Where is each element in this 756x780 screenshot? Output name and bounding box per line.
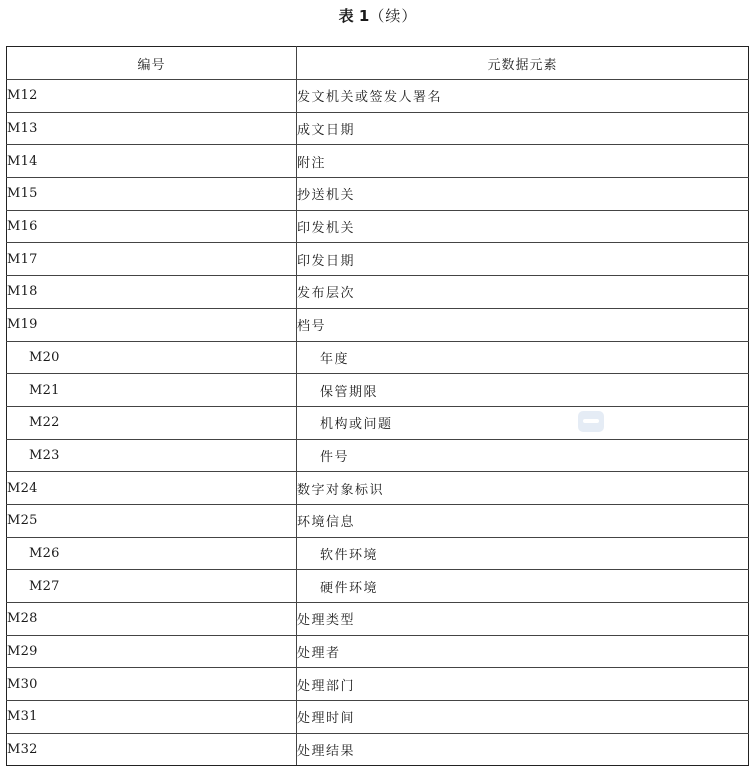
cell-element: 处理时间 xyxy=(297,701,749,734)
cell-id: M18 xyxy=(7,276,297,309)
metadata-table xyxy=(6,46,749,766)
table-row xyxy=(7,733,749,766)
cell-id: M16 xyxy=(7,210,297,243)
cell-id: M28 xyxy=(7,603,297,636)
cell-id: M20 xyxy=(7,341,297,374)
cell-element: 保管期限 xyxy=(297,374,749,407)
cell-id: M13 xyxy=(7,112,297,145)
table-row xyxy=(7,276,749,309)
cell-id: M17 xyxy=(7,243,297,276)
cell-element: 环境信息 xyxy=(297,504,749,537)
cell-element: 印发日期 xyxy=(297,243,749,276)
table-row xyxy=(7,668,749,701)
cell-id: M30 xyxy=(7,668,297,701)
table-row xyxy=(7,374,749,407)
column-header-element: 元数据元素 xyxy=(297,47,749,80)
table-row xyxy=(7,504,749,537)
cell-element: 数字对象标识 xyxy=(297,472,749,505)
table-row xyxy=(7,308,749,341)
cell-element: 印发机关 xyxy=(297,210,749,243)
table-row xyxy=(7,701,749,734)
table-row xyxy=(7,570,749,603)
watermark-logo xyxy=(578,411,604,432)
cell-id: M21 xyxy=(7,374,297,407)
cell-id: M24 xyxy=(7,472,297,505)
cell-id: M27 xyxy=(7,570,297,603)
table-row xyxy=(7,243,749,276)
table-row xyxy=(7,80,749,113)
table-row xyxy=(7,112,749,145)
table-caption-continued: （续） xyxy=(369,7,418,25)
table-header-row xyxy=(7,47,749,80)
table-row xyxy=(7,406,749,439)
cell-id: M19 xyxy=(7,308,297,341)
cell-element: 成文日期 xyxy=(297,112,749,145)
table-row xyxy=(7,178,749,211)
cell-id: M29 xyxy=(7,635,297,668)
cell-id: M26 xyxy=(7,537,297,570)
cell-id: M32 xyxy=(7,733,297,766)
cell-id: M12 xyxy=(7,80,297,113)
cell-element: 发布层次 xyxy=(297,276,749,309)
table-row xyxy=(7,210,749,243)
table-row xyxy=(7,472,749,505)
cell-element: 附注 xyxy=(297,145,749,178)
cell-element: 抄送机关 xyxy=(297,178,749,211)
cell-id: M23 xyxy=(7,439,297,472)
cell-element: 软件环境 xyxy=(297,537,749,570)
cell-id: M22 xyxy=(7,406,297,439)
cell-id: M31 xyxy=(7,701,297,734)
table-caption xyxy=(0,6,756,26)
table-row xyxy=(7,145,749,178)
table-row xyxy=(7,537,749,570)
cell-element: 处理者 xyxy=(297,635,749,668)
cell-element: 发文机关或签发人署名 xyxy=(297,80,749,113)
cell-id: M25 xyxy=(7,504,297,537)
table-caption-number: 表 1 xyxy=(338,7,370,25)
cell-element: 处理结果 xyxy=(297,733,749,766)
table-row xyxy=(7,603,749,636)
cell-element: 硬件环境 xyxy=(297,570,749,603)
cell-element: 处理部门 xyxy=(297,668,749,701)
cell-id: M14 xyxy=(7,145,297,178)
table-row xyxy=(7,341,749,374)
cell-id: M15 xyxy=(7,178,297,211)
table-row xyxy=(7,635,749,668)
cell-element: 档号 xyxy=(297,308,749,341)
cell-element: 机构或问题 xyxy=(297,406,749,439)
column-header-id: 编号 xyxy=(7,47,297,80)
cell-element: 年度 xyxy=(297,341,749,374)
table-row xyxy=(7,439,749,472)
cell-element: 件号 xyxy=(297,439,749,472)
cell-element: 处理类型 xyxy=(297,603,749,636)
